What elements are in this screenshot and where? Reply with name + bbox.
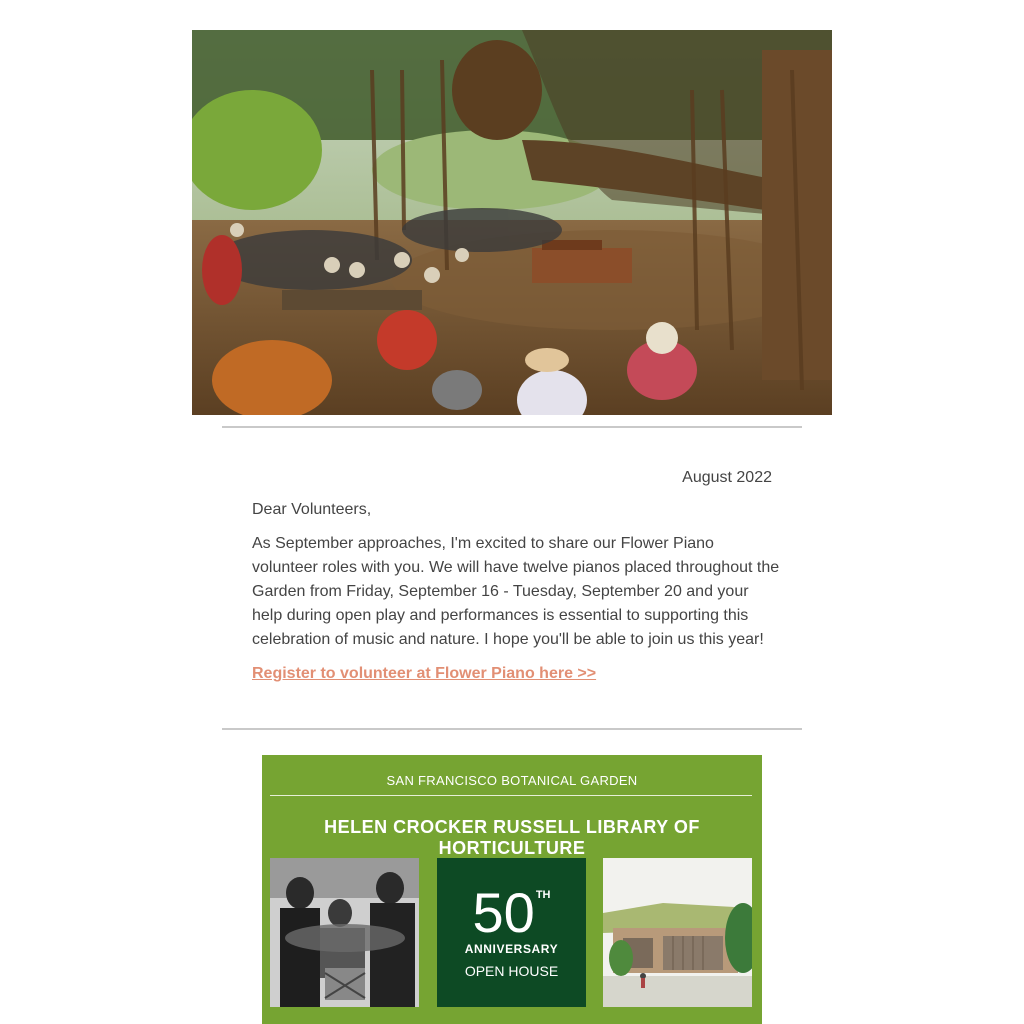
divider-top bbox=[222, 426, 802, 428]
letter-greeting: Dear Volunteers, bbox=[252, 501, 372, 518]
register-volunteer-link[interactable]: Register to volunteer at Flower Piano here >> bbox=[252, 665, 597, 682]
flower-piano-photo-icon bbox=[192, 30, 832, 415]
library-building-sketch-icon bbox=[603, 858, 752, 1007]
letter-body: As September approaches, I'm excited to share our Flower Piano volunteer roles with you. We will have twelve pianos placed throughout the Garden from Friday, September 16 - Tuesday, September 20 and your help during open play and performances is essential to supporting this celebration of music and nature. I hope you'll be able to join us this year! bbox=[252, 535, 780, 648]
anniversary-number: 50TH bbox=[472, 881, 551, 944]
open-house-label: OPEN HOUSE bbox=[464, 963, 559, 979]
ribbon-cutting-photo-icon bbox=[270, 858, 419, 1007]
historic-photo-tile bbox=[270, 858, 419, 1007]
hero-image bbox=[192, 30, 832, 415]
anniversary-label: ANNIVERSARY bbox=[464, 942, 559, 956]
library-sketch-tile bbox=[603, 858, 752, 1007]
library-anniversary-banner[interactable] bbox=[262, 755, 762, 1024]
banner-library-name: HELEN CROCKER RUSSELL LIBRARY OF HORTICULTURE bbox=[324, 817, 700, 858]
banner-org-name: SAN FRANCISCO BOTANICAL GARDEN bbox=[386, 773, 638, 788]
letter-date: August 2022 bbox=[682, 469, 772, 486]
banner-rule bbox=[270, 795, 752, 796]
divider-bottom bbox=[222, 728, 802, 730]
anniversary-tile bbox=[437, 858, 586, 1007]
